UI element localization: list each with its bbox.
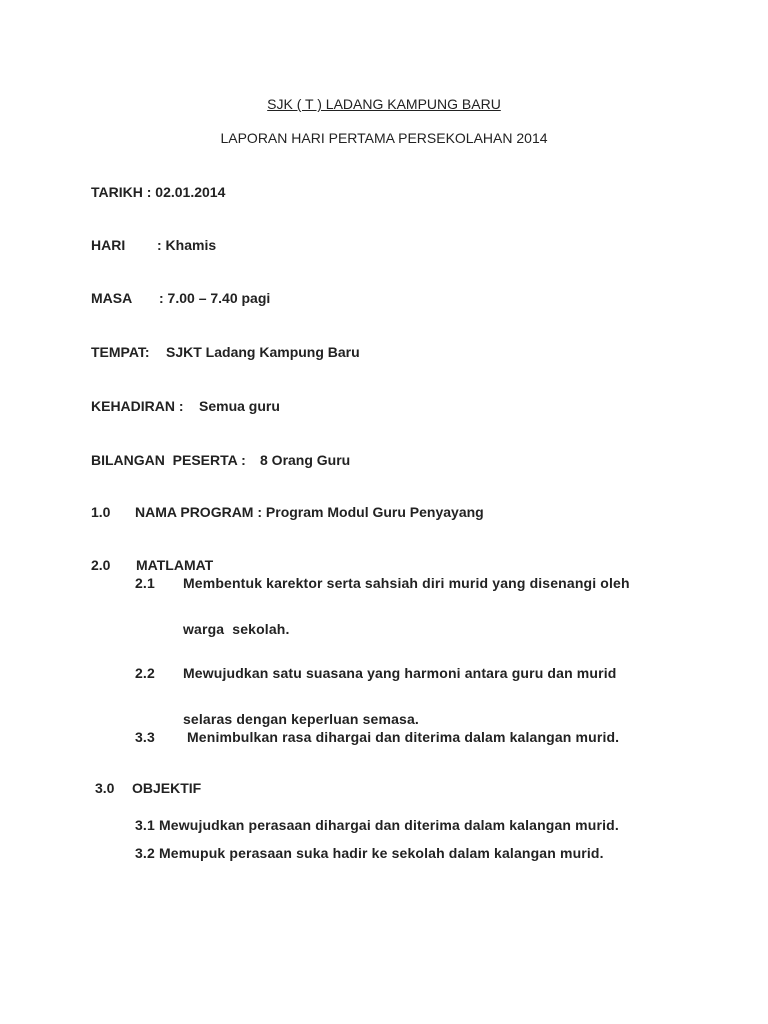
section-2-item-line: warga sekolah. (183, 621, 290, 637)
tarikh-row (91, 184, 225, 200)
section-3-number: 3.0 (95, 780, 115, 796)
section-2-item-line: Menimbulkan rasa dihargai dan diterima dalam kalangan murid. (187, 729, 620, 745)
report-title: LAPORAN HARI PERTAMA PERSEKOLAHAN 2014 (220, 130, 548, 146)
hari-value: : Khamis (157, 237, 217, 253)
kehadiran-label: KEHADIRAN : (91, 398, 184, 414)
section-2-number: 2.0 (91, 557, 111, 573)
section-1-text: NAMA PROGRAM : Program Modul Guru Penyayang (135, 504, 484, 520)
hari-label: HARI (91, 237, 126, 253)
tempat-label: TEMPAT: (91, 344, 150, 360)
tempat-value: SJKT Ladang Kampung Baru (166, 344, 360, 360)
objective-item: 3.1 Mewujudkan perasaan dihargai dan diterima dalam kalangan murid. (135, 817, 619, 833)
school-name-heading: SJK ( T ) LADANG KAMPUNG BARU (267, 96, 501, 112)
bilangan-value: 8 Orang Guru (260, 452, 351, 468)
kehadiran-value: Semua guru (199, 398, 280, 414)
section-1-number: 1.0 (91, 504, 111, 520)
bilangan-label: BILANGAN PESERTA : (91, 452, 246, 468)
section-2-item-number: 2.1 (135, 575, 155, 591)
tarikh-label: TARIKH : (91, 184, 152, 200)
section-2-item-line: Membentuk karektor serta sahsiah diri murid yang disenangi oleh (183, 575, 630, 591)
tarikh-value: 02.01.2014 (155, 184, 226, 200)
objective-item: 3.2 Memupuk perasaan suka hadir ke sekolah dalam kalangan murid. (135, 845, 604, 861)
section-2-item-line: selaras dengan keperluan semasa. (183, 711, 419, 727)
masa-value: : 7.00 – 7.40 pagi (159, 290, 271, 306)
section-2-heading: MATLAMAT (136, 557, 214, 573)
section-2-item-number: 2.2 (135, 665, 155, 681)
masa-label: MASA (91, 290, 133, 306)
section-2-item-number: 3.3 (135, 729, 155, 745)
section-2-item-line: Mewujudkan satu suasana yang harmoni antara guru dan murid (183, 665, 617, 681)
section-3-heading: OBJEKTIF (132, 780, 202, 796)
